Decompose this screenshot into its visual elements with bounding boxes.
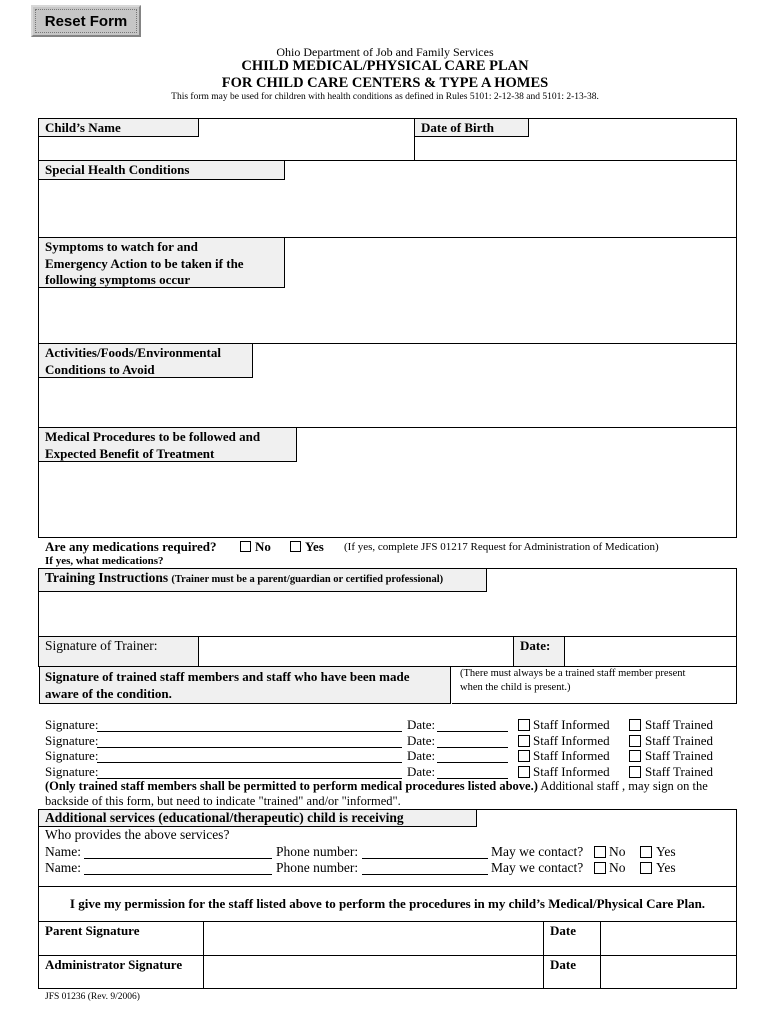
parent-signature-label: Parent Signature — [45, 923, 140, 938]
medications-question: Are any medications required? — [45, 539, 217, 554]
staff-signature-row — [0, 733, 770, 749]
permission-statement: I give my permission for the staff listed above to perform the procedures in my child’s Medical/Physical Care Plan. — [69, 896, 706, 911]
provider-name-line[interactable] — [84, 874, 272, 875]
procedures-label: Medical Procedures to be followed and Expected Benefit of Treatment — [39, 428, 297, 462]
contact-yes-label: Yes — [656, 844, 676, 859]
child-name-field[interactable] — [200, 119, 414, 159]
staff-trained-label: Staff Trained — [645, 717, 714, 732]
admin-date-field[interactable] — [601, 956, 736, 988]
staff-trained-checkbox[interactable] — [629, 750, 641, 762]
training-instructions-field[interactable] — [39, 593, 736, 636]
staff-informed-checkbox[interactable] — [518, 719, 530, 731]
signature-line[interactable] — [97, 762, 402, 763]
admin-date-label: Date — [550, 957, 576, 972]
special-health-label: Special Health Conditions — [39, 161, 285, 180]
staff-informed-checkbox[interactable] — [518, 735, 530, 747]
avoid-label: Activities/Foods/Environmental Conditions to Avoid — [39, 344, 253, 378]
staff-trained-checkbox[interactable] — [629, 766, 641, 778]
may-contact-label: May we contact? — [491, 860, 584, 875]
contact-yes-label: Yes — [656, 860, 676, 875]
signature-label: Signature: — [45, 748, 99, 763]
medications-no-checkbox[interactable] — [240, 541, 251, 552]
dob-field[interactable] — [530, 119, 736, 159]
staff-trained-label: Staff Trained — [645, 733, 714, 748]
provider-name-line[interactable] — [84, 858, 272, 859]
staff-signature-row — [0, 764, 770, 780]
provider-phone-label: Phone number: — [276, 844, 359, 859]
medications-yes-checkbox[interactable] — [290, 541, 301, 552]
date-line[interactable] — [437, 762, 508, 763]
trained-only-note: (Only trained staff members shall be permitted to perform medical procedures listed above.) Additional staff , may sign on the — [45, 779, 708, 793]
provider-phone-line[interactable] — [362, 858, 488, 859]
additional-services-label: Additional services (educational/therapeutic) child is receiving — [39, 810, 477, 827]
parent-signature-field[interactable] — [204, 922, 542, 954]
contact-yes-checkbox[interactable] — [640, 862, 652, 874]
provider-phone-label: Phone number: — [276, 860, 359, 875]
provider-row — [0, 844, 770, 860]
contact-yes-checkbox[interactable] — [640, 846, 652, 858]
staff-trained-label: Staff Trained — [645, 764, 714, 779]
date-label: Date: — [407, 748, 436, 763]
staff-trained-label: Staff Trained — [645, 748, 714, 763]
trainer-date-label: Date: — [520, 638, 551, 653]
contact-no-checkbox[interactable] — [594, 862, 606, 874]
form-title-line2: FOR CHILD CARE CENTERS & TYPE A HOMES — [221, 75, 549, 91]
avoid-field[interactable] — [39, 379, 736, 426]
staff-informed-checkbox[interactable] — [518, 750, 530, 762]
trainer-date-field[interactable] — [565, 637, 736, 666]
special-health-field[interactable] — [39, 181, 736, 236]
staff-informed-label: Staff Informed — [533, 764, 610, 779]
staff-informed-label: Staff Informed — [533, 717, 610, 732]
provider-row — [0, 860, 770, 876]
symptoms-field[interactable] — [39, 289, 736, 342]
staff-trained-checkbox[interactable] — [629, 719, 641, 731]
agency-name: Ohio Department of Job and Family Services — [276, 45, 494, 59]
contact-no-checkbox[interactable] — [594, 846, 606, 858]
parent-date-label: Date — [550, 923, 576, 938]
form-number: JFS 01236 (Rev. 9/2006) — [45, 992, 140, 1002]
medications-yes-label: Yes — [305, 539, 324, 554]
signature-label: Signature: — [45, 764, 99, 779]
contact-no-label: No — [609, 844, 626, 859]
staff-signature-rows — [0, 717, 770, 781]
provider-name-label: Name: — [45, 860, 81, 875]
signature-label: Signature: — [45, 733, 99, 748]
staff-informed-label: Staff Informed — [533, 748, 610, 763]
signature-line[interactable] — [97, 731, 402, 732]
parent-date-field[interactable] — [601, 922, 736, 954]
medications-note: (If yes, complete JFS 01217 Request for Administration of Medication) — [344, 541, 659, 553]
may-contact-label: May we contact? — [491, 844, 584, 859]
staff-signature-row — [0, 717, 770, 733]
trained-only-note-line2: backside of this form, but need to indicate "trained" and/or "informed". — [45, 794, 401, 808]
staff-informed-checkbox[interactable] — [518, 766, 530, 778]
admin-signature-label: Administrator Signature — [45, 957, 183, 972]
signature-label: Signature: — [45, 717, 99, 732]
who-provides-label: Who provides the above services? — [45, 827, 230, 842]
trainer-signature-label: Signature of Trainer: — [45, 638, 158, 653]
trained-staff-note: (There must always be a trained staff member present — [460, 668, 686, 679]
trainer-signature-field[interactable] — [199, 637, 513, 666]
trained-staff-title: Signature of trained staff members and staff who have been made — [45, 669, 410, 684]
dob-label: Date of Birth — [415, 119, 529, 137]
child-name-label: Child’s Name — [39, 119, 199, 137]
date-label: Date: — [407, 733, 436, 748]
divider — [543, 921, 544, 989]
trained-staff-note: when the child is present.) — [460, 682, 571, 693]
symptoms-label: Symptoms to watch for and Emergency Action to be taken if the following symptoms occur — [39, 238, 285, 288]
medications-no-label: No — [255, 539, 271, 554]
staff-signature-row — [0, 748, 770, 764]
staff-trained-checkbox[interactable] — [629, 735, 641, 747]
date-line[interactable] — [437, 731, 508, 732]
training-label: Training Instructions (Trainer must be a parent/guardian or certified professional) — [39, 569, 487, 592]
provider-name-label: Name: — [45, 844, 81, 859]
form-subtitle: This form may be used for children with health conditions as defined in Rules 5101: 2-12-38 and 5101: 2-13-38. — [171, 92, 599, 102]
staff-informed-label: Staff Informed — [533, 733, 610, 748]
trained-staff-title: aware of the condition. — [45, 686, 172, 701]
admin-signature-field[interactable] — [204, 956, 542, 988]
contact-no-label: No — [609, 860, 626, 875]
medications-if-yes: If yes, what medications? — [45, 555, 164, 567]
reset-form-button[interactable]: Reset Form — [31, 5, 141, 37]
date-label: Date: — [407, 764, 436, 779]
date-label: Date: — [407, 717, 436, 732]
provider-phone-line[interactable] — [362, 874, 488, 875]
form-title-line1: CHILD MEDICAL/PHYSICAL CARE PLAN — [241, 58, 529, 74]
procedures-field[interactable] — [39, 463, 736, 536]
